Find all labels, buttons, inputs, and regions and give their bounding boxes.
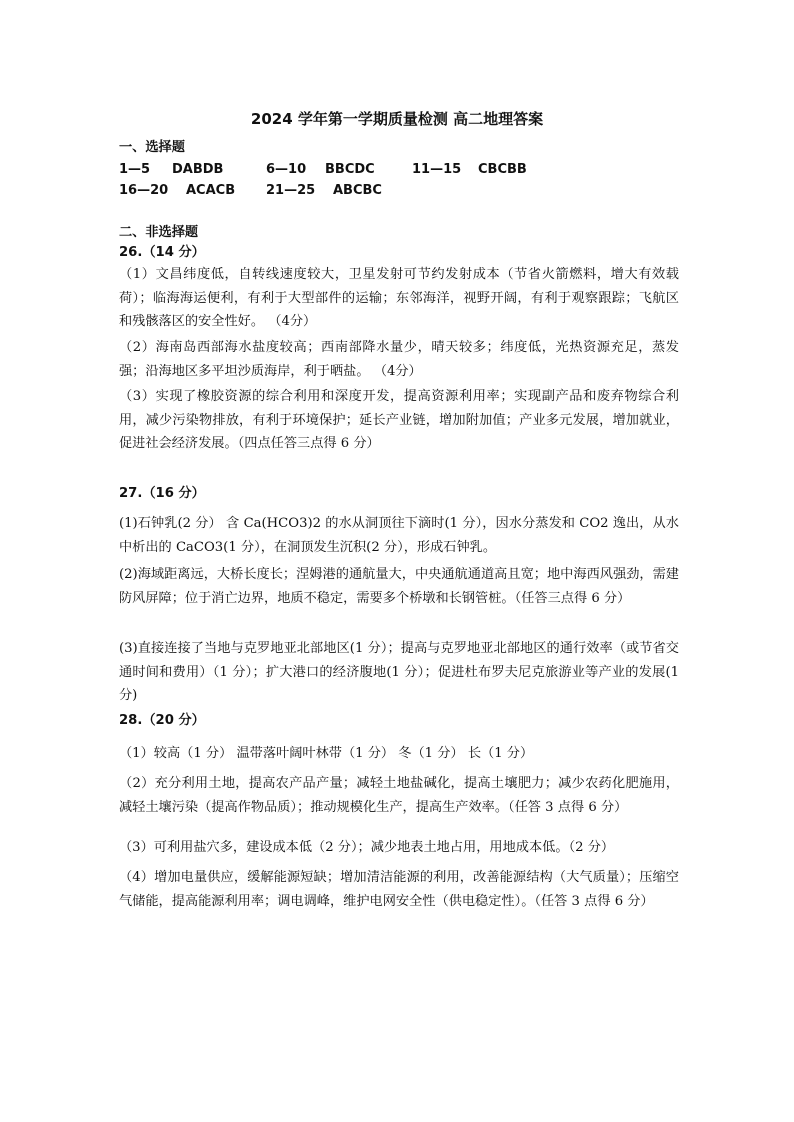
q27-answer-2: (2)海域距离远，大桥长度长；涅姆港的通航量大，中央通航通道高且宽；地中海西风强劲，需建防风屏障；位于消亡边界，地质不稳定，需要多个桥墩和长钢管桩。（任答三点得 6 分） (119, 567, 679, 606)
q28-answer-1: （1）较高（1 分） 温带落叶阔叶林带（1 分） 冬（1 分） 长（1 分） (119, 746, 534, 761)
q26-answer-2: （2）海南岛西部海水盐度较高；西南部降水量少，晴天较多；纬度低，光热资源充足，蒸发强；沿海地区多平坦沙质海岸，利于晒盐。 （4分） (119, 340, 679, 379)
q28-answer-4: （4）增加电量供应，缓解能源短缺；增加清洁能源的利用，改善能源结构（大气质量）；压缩空气储能，提高能源利用率；调电调峰，维护电网安全性（供电稳定性）。（任答 3 点得 6 分） (119, 870, 679, 909)
q27-label: 27.（16 分） (119, 486, 205, 501)
answer-range-21-25: 21—25 (266, 183, 316, 198)
q26-answer-3: （3）实现了橡胶资源的综合利用和深度开发，提高资源利用率；实现副产品和废弃物综合利用，减少污染物排放，有利于环境保护；延长产业链，增加附加值；产业多元发展，增加就业，促进社会经济发展。（四点任答三点得 6 分） (119, 389, 679, 451)
page-title: 2024 学年第一学期质量检测 高二地理答案 (250, 110, 544, 128)
answer-range-11-15: 11—15 (412, 162, 462, 177)
answer-value-16-20: ACACB (186, 183, 236, 198)
q28-label: 28.（20 分） (119, 713, 205, 728)
q26-label: 26.（14 分） (119, 245, 205, 260)
q27-answer-1: (1)石钟乳(2 分） 含 Ca(HCO3)2 的水从洞顶往下滴时(1 分），因水分蒸发和 CO2 逸出，从水中析出的 CaCO3(1 分），在洞顶发生沉积(2 分），形成石钟乳。 (119, 516, 679, 555)
answer-range-1-5: 1—5 (119, 162, 151, 177)
section-2-heading: 二、非选择题 (119, 225, 199, 240)
q26-answer-1: （1）文昌纬度低，自转线速度较大，卫星发射可节约发射成本（节省火箭燃料，增大有效载荷）；临海海运便利，有利于大型部件的运输；东邻海洋，视野开阔，有利于观察跟踪；飞航区和残骸落区的安全性好。 （4分） (119, 267, 679, 329)
q27-answer-3: (3)直接连接了当地与克罗地亚北部地区(1 分）；提高与克罗地亚北部地区的通行效率（或节省交通时间和费用）（1 分）；扩大港口的经济腹地(1 分）；促进杜布罗夫尼克旅游业等产业的发展(1 分) (119, 641, 679, 703)
q28-answer-3: （3）可利用盐穴多，建设成本低（2 分）；减少地表土地占用，用地成本低。（2 分） (119, 840, 615, 855)
answer-range-6-10: 6—10 (266, 162, 307, 177)
answer-value-11-15: CBCBB (478, 162, 527, 177)
section-1-heading: 一、选择题 (119, 140, 185, 155)
answer-value-1-5: DABDB (172, 162, 224, 177)
answer-value-21-25: ABCBC (333, 183, 382, 198)
q28-answer-2: （2）充分利用土地，提高农产品产量；减轻土地盐碱化，提高土壤肥力；减少农药化肥施用，减轻土壤污染（提高作物品质）；推动规模化生产，提高生产效率。（任答 3 点得 6 分） (119, 776, 679, 815)
answer-range-16-20: 16—20 (119, 183, 169, 198)
answer-value-6-10: BBCDC (325, 162, 375, 177)
